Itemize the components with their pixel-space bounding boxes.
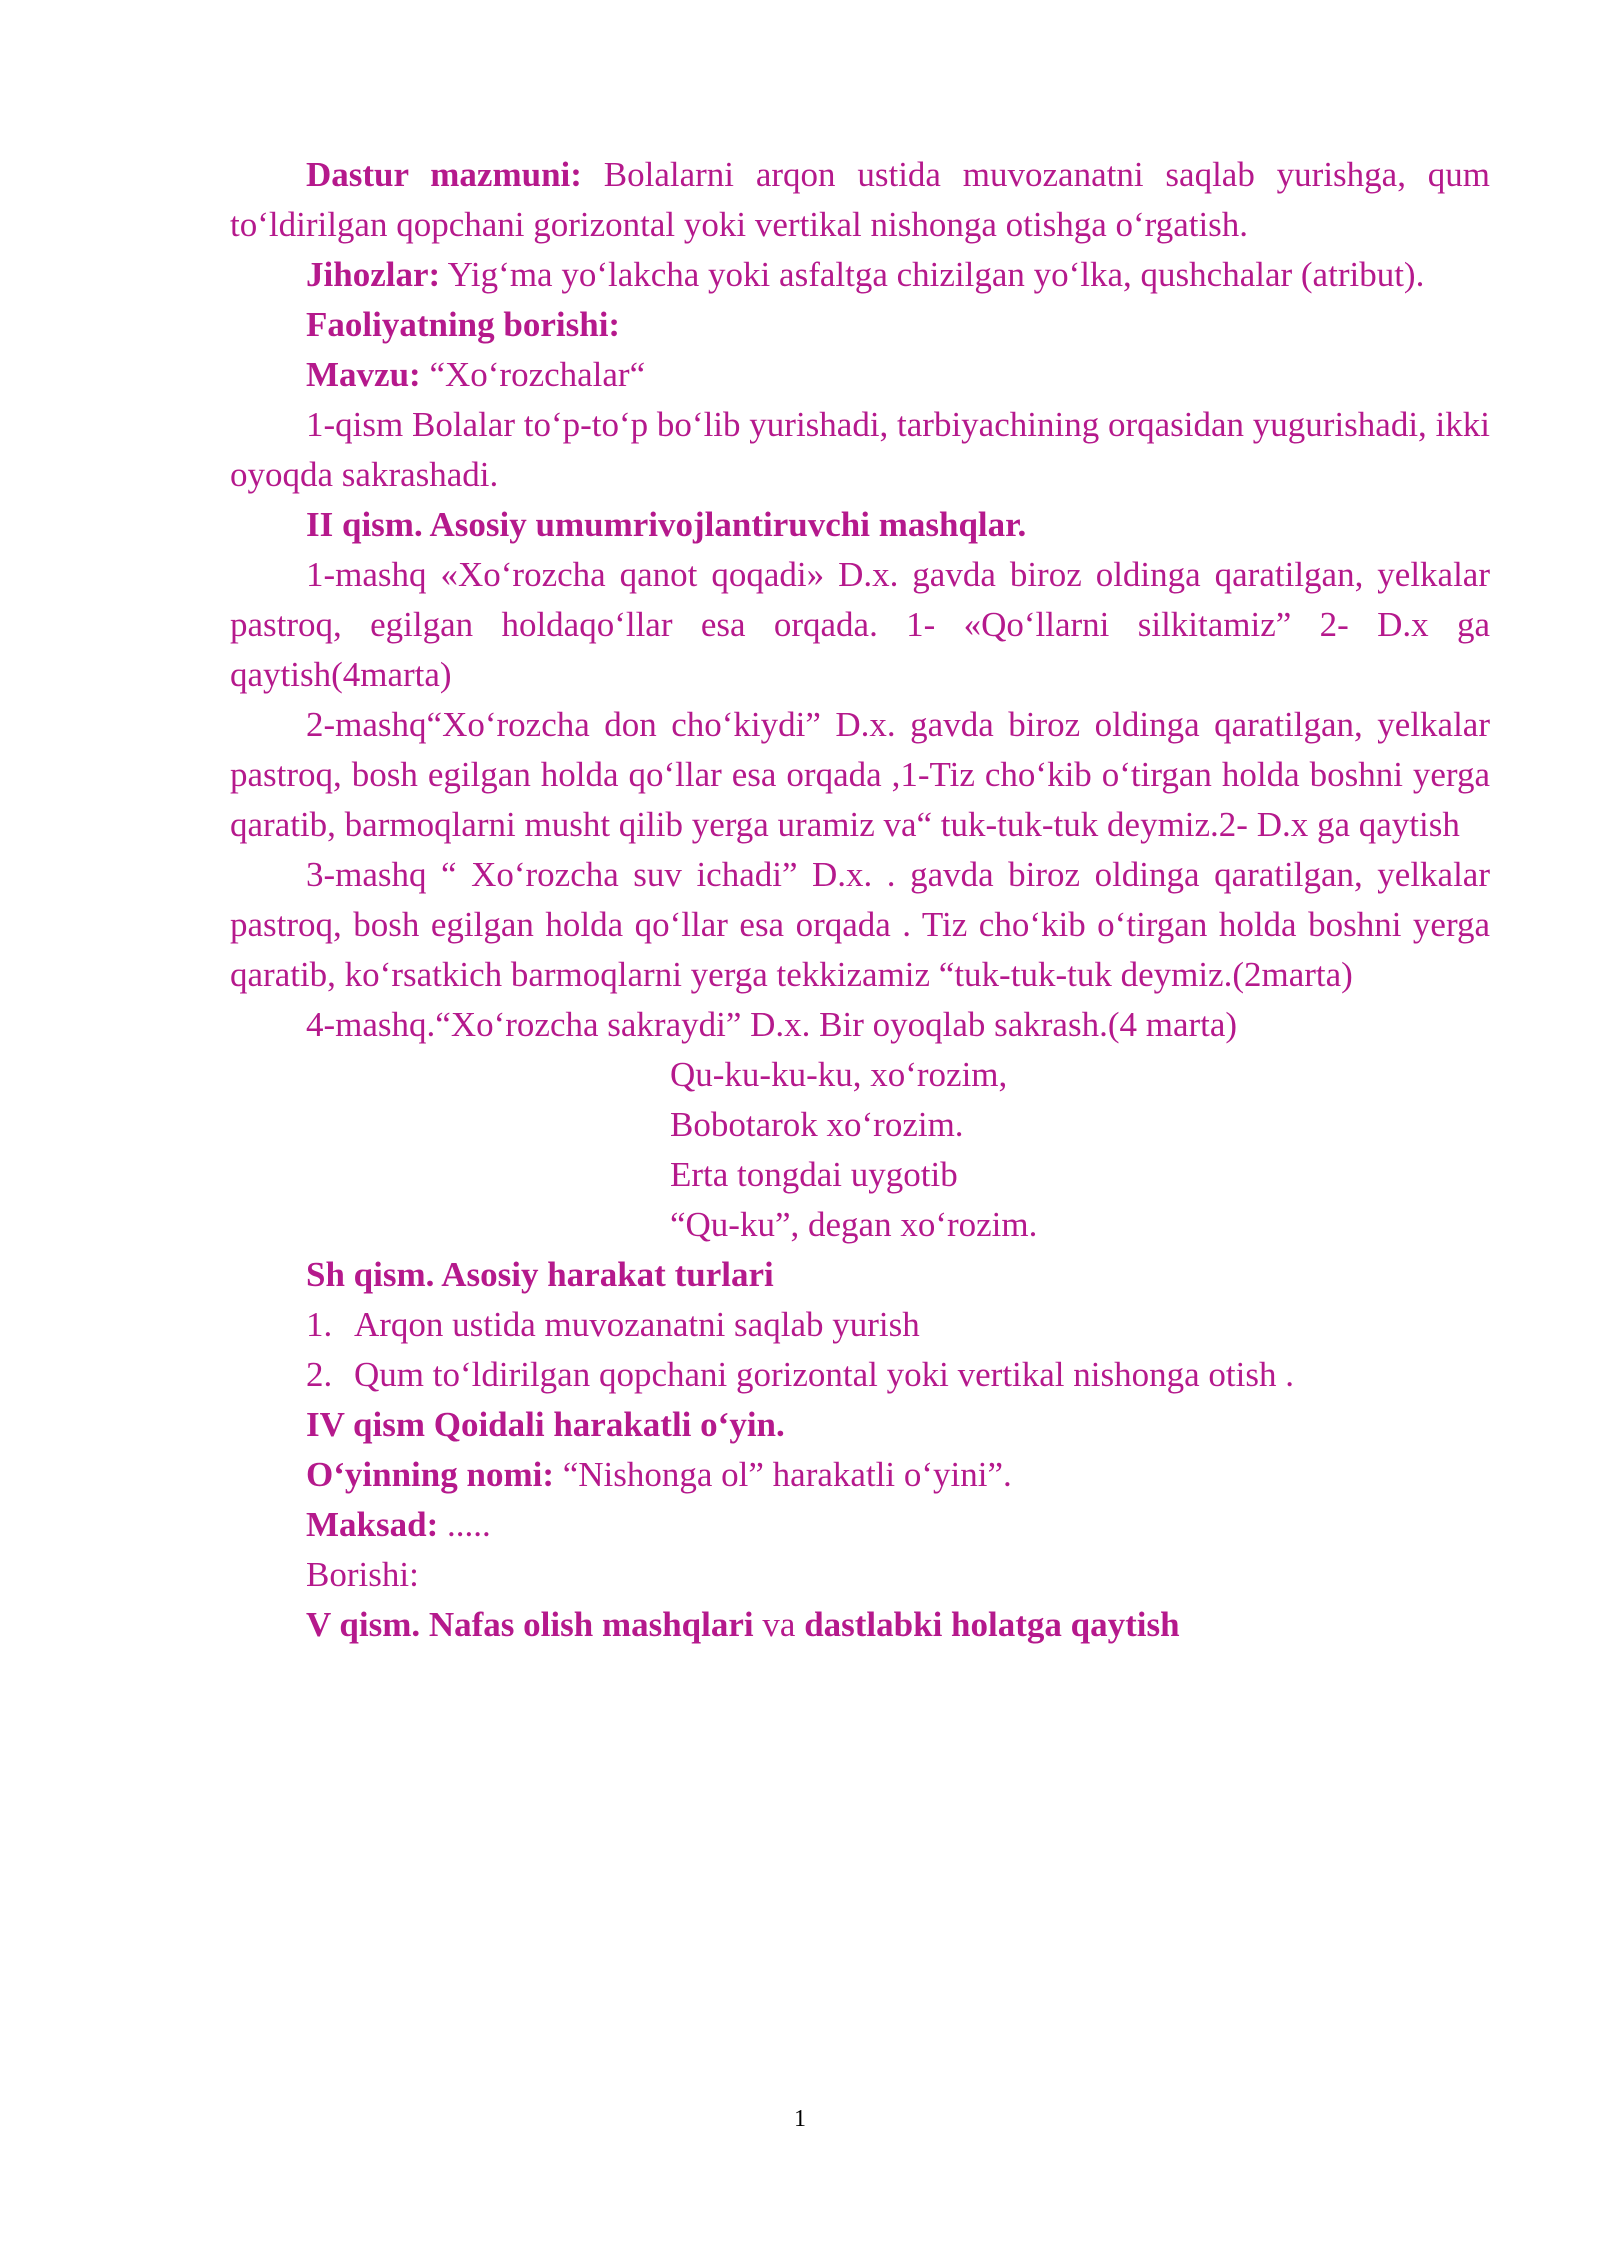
program-content-text: Bolalarni arqon ustida muvozanatni saqlab yurishga, qum to‘ldirilgan qopchani gorizontal yoki vertikal nishonga otishga o‘rgatish.: [230, 155, 1491, 244]
part-one-paragraph: 1-qism Bolalar to‘p-to‘p bo‘lib yurishadi, tarbiyachining orqasidan yugurishadi, ikki oyoqda sakrashadi.: [230, 405, 1490, 494]
topic-label: Mavzu:: [306, 355, 421, 394]
topic-text: “Xo‘rozchalar“: [420, 355, 646, 394]
goal-text: .....: [438, 1505, 491, 1544]
topic-paragraph: [230, 350, 1490, 400]
list-item: [306, 1350, 1490, 1400]
exercise-2-paragraph: 2-mashq“Xo‘rozcha don cho‘kiydi” D.x. gavda biroz oldinga qaratilgan, yelkalar pastroq, bosh egilgan holda qo‘llar esa orqada ,1-Tiz cho‘kib o‘tirgan holda boshni yerga qaratib, barmoqlarni musht qilib yerga uramiz va“ tuk-tuk-tuk deymiz.2- D.x ga qaytish: [230, 705, 1490, 844]
part-five-label-1: V qism. Nafas olish mashqlari: [306, 1605, 754, 1644]
game-name-label: O‘yinning nomi:: [306, 1455, 554, 1494]
game-name-paragraph: [230, 1450, 1490, 1500]
poem-line: Qu-ku-ku-ku, xo‘rozim,: [670, 1055, 1008, 1094]
equipment-paragraph: [230, 250, 1490, 300]
activity-course-heading: Faoliyatning borishi:: [306, 305, 621, 344]
list-item: [306, 1300, 1490, 1350]
movement-list: [230, 1300, 1490, 1400]
exercise-4-paragraph: 4-mashq.“Xo‘rozcha sakraydi” D.x. Bir oyoqlab sakrash.(4 marta): [306, 1005, 1238, 1044]
game-name-text: “Nishonga ol” harakatli o‘yini”.: [553, 1455, 1012, 1494]
equipment-text: Yig‘ma yo‘lakcha yoki asfaltga chizilgan yo‘lka, qushchalar (atribut).: [440, 255, 1425, 294]
part-five-label-2: dastlabki holatga qaytish: [804, 1605, 1180, 1644]
exercise-1-paragraph: 1-mashq «Xo‘rozcha qanot qoqadi» D.x. gavda biroz oldinga qaratilgan, yelkalar pastroq, egilgan holdaqo‘llar esa orqada. 1- «Qo‘llarni silkitamiz” 2- D.x ga qaytish(4marta): [230, 555, 1490, 694]
part-four-heading: IV qism Qoidali harakatli o‘yin.: [306, 1405, 785, 1444]
goal-label: Maksad:: [306, 1505, 439, 1544]
course-paragraph: Borishi:: [306, 1555, 419, 1594]
part-three-heading: Sh qism. Asosiy harakat turlari: [306, 1255, 774, 1294]
page-number: 1: [794, 2106, 806, 2132]
list-item-number: 2.: [306, 1355, 333, 1394]
program-content-label: Dastur mazmuni:: [306, 155, 582, 194]
list-item-number: 1.: [306, 1305, 333, 1344]
list-item-text: Qum to‘ldirilgan qopchani gorizontal yoki vertikal nishonga otish .: [354, 1355, 1294, 1394]
list-item-text: Arqon ustida muvozanatni saqlab yurish: [354, 1305, 920, 1344]
equipment-label: Jihozlar:: [306, 255, 441, 294]
poem: [230, 1050, 1490, 1250]
goal-paragraph: [230, 1500, 1490, 1550]
program-content-paragraph: [230, 150, 1490, 250]
part-five-heading: [230, 1600, 1490, 1650]
poem-line: Bobotarok xo‘rozim.: [670, 1105, 964, 1144]
poem-line: Erta tongdai uygotib: [670, 1155, 958, 1194]
poem-line: “Qu-ku”, degan xo‘rozim.: [670, 1205, 1038, 1244]
part-two-heading: II qism. Asosiy umumrivojlantiruvchi mashqlar.: [306, 505, 1027, 544]
exercise-3-paragraph: 3-mashq “ Xo‘rozcha suv ichadi” D.x. . gavda biroz oldinga qaratilgan, yelkalar pastroq, bosh egilgan holda qo‘llar esa orqada . Tiz cho‘kib o‘tirgan holda boshni yerga qaratib, ko‘rsatkich barmoqlarni yerga tekkizamiz “tuk-tuk-tuk deymiz.(2marta): [230, 855, 1490, 994]
document-body: [230, 150, 1490, 1650]
part-five-connector: va: [753, 1605, 805, 1644]
